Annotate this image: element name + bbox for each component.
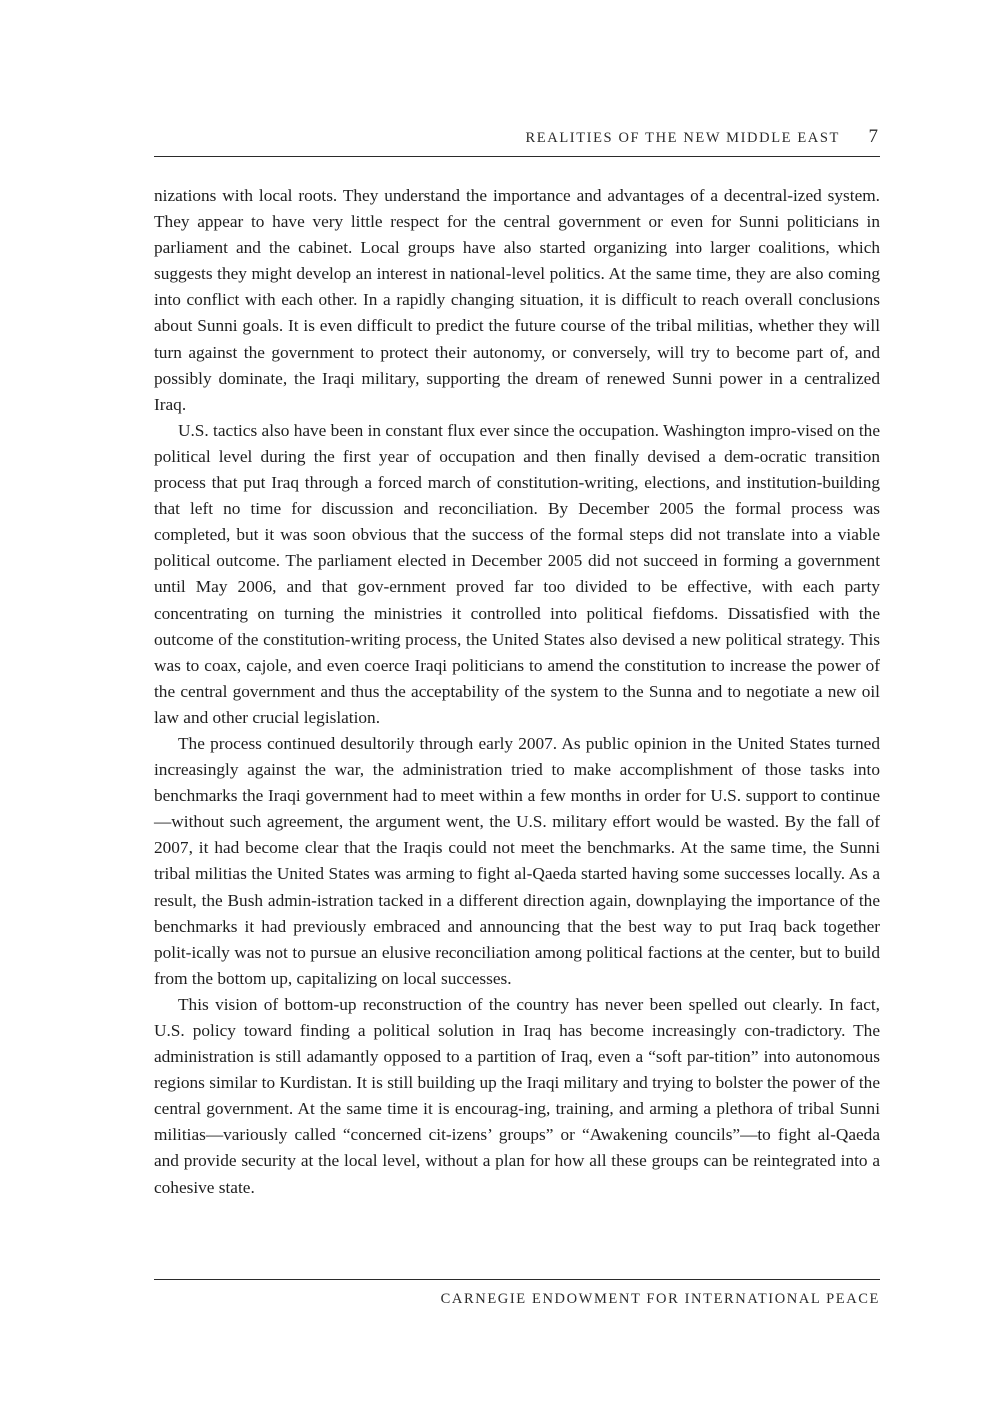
running-title: REALITIES OF THE NEW MIDDLE EAST <box>525 130 840 146</box>
footer-divider <box>154 1279 880 1280</box>
paragraph-1: nizations with local roots. They understand the importance and advantages of a decentral-ized system. They appear to have very little respect for the central government or even for Sunni politicians in parliament and the cabinet. Local groups have also started organizing into larger coalitions, which suggests they might develop an interest in national-level politics. At the same time, they are also coming into conflict with each other. In a rapidly changing situation, it is difficult to reach overall conclusions about Sunni goals. It is even difficult to predict the future course of the tribal militias, whether they will turn against the government to protect their autonomy, or conversely, will try to become part of, and possibly dominate, the Iraqi military, supporting the dream of renewed Sunni power in a centralized Iraq. <box>154 186 880 414</box>
running-header <box>154 128 880 157</box>
paragraph-4: This vision of bottom-up reconstruction of the country has never been spelled out clearly. In fact, U.S. policy toward finding a political solution in Iraq has become increasingly con-tradictory. The administration is still adamantly opposed to a partition of Iraq, even a “soft par-tition” into autonomous regions similar to Kurdistan. It is still building up the Iraqi military and trying to bolster the power of the central government. At the same time it is encourag-ing, training, and arming a plethora of tribal Sunni militias—variously called “concerned cit-izens’ groups” or “Awakening councils”—to fight al-Qaeda and provide security at the local level, without a plan for how all these groups can be reintegrated into a cohesive state. <box>154 994 880 1197</box>
page-number: 7 <box>868 126 878 147</box>
footer-publisher: CARNEGIE ENDOWMENT FOR INTERNATIONAL PEACE <box>440 1291 880 1307</box>
paragraph-3: The process continued desultorily through early 2007. As public opinion in the United States turned increasingly against the war, the administration tried to make accomplishment of those tasks into benchmarks the Iraqi government had to meet within a few months in order for U.S. support to continue—without such agreement, the argument went, the U.S. military effort would be wasted. By the fall of 2007, it had become clear that the Iraqis could not meet the benchmarks. At the same time, the Sunni tribal militias the United States was arming to fight al-Qaeda started having some successes locally. As a result, the Bush admin-istration tacked in a different direction again, downplaying the importance of the benchmarks it had previously embraced and announcing that the best way to put Iraq back together polit-ically was not to pursue an elusive reconciliation among political factions at the center, but to build from the bottom up, capitalizing on local successes. <box>154 733 880 988</box>
paragraph-2: U.S. tactics also have been in constant flux ever since the occupation. Washington impro-vised on the political level during the first year of occupation and then finally devised a dem-ocratic transition process that put Iraq through a forced march of constitution-writing, elections, and institution-building that left no time for discussion and reconciliation. By December 2005 the formal process was completed, but it was soon obvious that the success of the formal steps did not translate into a viable political outcome. The parliament elected in December 2005 did not succeed in forming a government until May 2006, and that gov-ernment proved far too divided to be effective, with each party concentrating on turning the ministries it controlled into political fiefdoms. Dissatisfied with the outcome of the constitution-writing process, the United States also devised a new political strategy. This was to coax, cajole, and even coerce Iraqi politicians to amend the constitution to increase the power of the central government and thus the acceptability of the system to the Sunna and to negotiate a new oil law and other crucial legislation. <box>154 420 880 727</box>
body-text <box>154 183 880 1201</box>
